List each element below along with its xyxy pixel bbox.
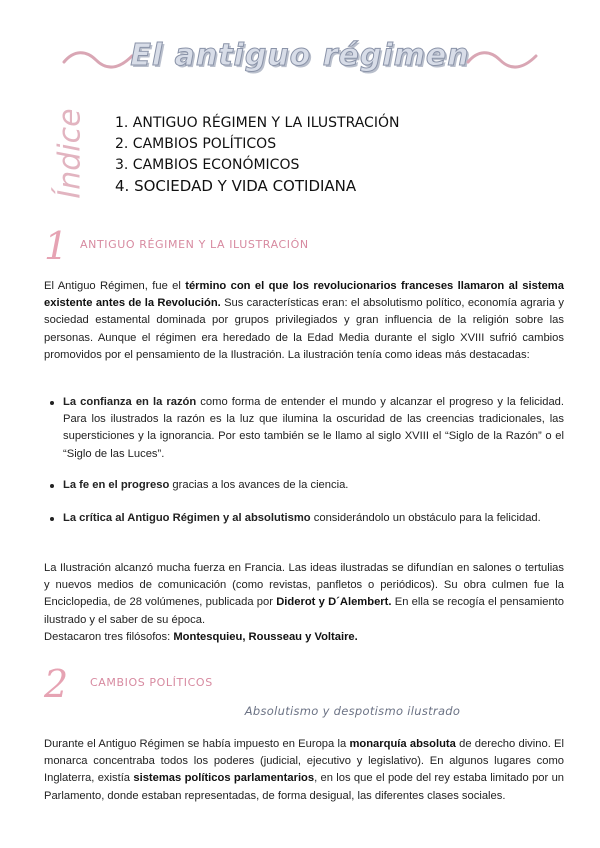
section-1-title: ANTIGUO RÉGIMEN Y LA ILUSTRACIÓN bbox=[80, 238, 309, 251]
section-2-heading bbox=[44, 664, 564, 704]
section-1-heading bbox=[44, 226, 564, 266]
toc-item: 1. ANTIGUO RÉGIMEN Y LA ILUSTRACIÓN bbox=[115, 115, 400, 131]
section-2-paragraph bbox=[44, 736, 564, 805]
ideas-list bbox=[44, 510, 564, 527]
para-bold: monarquía absoluta bbox=[349, 738, 456, 750]
list-item bbox=[44, 394, 564, 463]
intro-bold: término con el que los revolucionarios franceses llamaron al sistema existente antes de la Revolución. bbox=[44, 280, 564, 310]
index-label bbox=[44, 108, 94, 200]
section-1-intro bbox=[44, 278, 564, 364]
title-banner bbox=[0, 38, 600, 82]
list-item-bold: La fe en el progreso bbox=[63, 479, 170, 491]
list-item-bold: La confianza en la razón bbox=[63, 396, 197, 408]
para-text: Durante el Antiguo Régimen se había impuesto en Europa la bbox=[44, 738, 350, 750]
intro-text: El Antiguo Régimen, fue el bbox=[44, 280, 186, 292]
toc-item: 2. CAMBIOS POLÍTICOS bbox=[115, 136, 277, 152]
list-item bbox=[44, 510, 564, 527]
closing-bold-2: Montesquieu, Rousseau y Voltaire. bbox=[173, 630, 358, 643]
para-text-3: , en los que el pode del rey estaba limitado por un Parlamento, donde estaban representadas, de forma desigual, las diferentes clases sociales. bbox=[44, 772, 565, 802]
list-item-bold: La crítica al Antiguo Régimen y al absolutismo bbox=[63, 512, 311, 524]
closing-bold: Diderot y D´Alembert. bbox=[276, 596, 392, 609]
closing-text-2: En ella se recogía el pensamiento ilustrado y el saber de su época. bbox=[44, 596, 564, 626]
table-of-contents bbox=[115, 113, 399, 197]
section-2-title: CAMBIOS POLÍTICOS bbox=[90, 676, 213, 689]
para-text-2: de derecho divino. El monarca concentraba todos los poderes (judicial, ejecutivo y legislativo). En algunos lugares como Inglaterra, existía bbox=[44, 738, 564, 785]
page-title: El antiguo régimen bbox=[130, 38, 470, 73]
section-2-number: 2 bbox=[44, 662, 69, 706]
list-item-text: gracias a los avances de la ciencia. bbox=[169, 479, 349, 491]
list-item bbox=[44, 477, 564, 494]
section-1-closing bbox=[44, 560, 564, 646]
closing-text-3: Destacaron tres filósofos: bbox=[44, 630, 174, 643]
index-label-text: Índice bbox=[52, 108, 88, 199]
ideas-list bbox=[44, 477, 564, 494]
intro-text-2: Sus características eran: el absolutismo político, economía agraria y sociedad estamental dominada por grupos privilegiados y gran influencia de la religión sobre las personas. Aunque el régimen era heredado de la Edad Media durante el siglo XVIII sufrió cambios promovidos por el pensamiento de la Ilustración. La ilustración tenía como ideas más destacadas: bbox=[44, 297, 564, 361]
list-item-text: como forma de entender el mundo y alcanzar el progreso y la felicidad. Para los ilustrados la razón es la luz que ilumina la oscuridad de las creencias tradicionales, las supersticiones y la ignorancia. Por esto también se le llamo al siglo XVIII el “Siglo de la Razón” o el “Siglo de las Luces”. bbox=[63, 396, 564, 460]
ideas-list bbox=[44, 394, 564, 463]
toc-item: 4. SOCIEDAD Y VIDA COTIDIANA bbox=[115, 177, 357, 195]
section-2-subheading: Absolutismo y despotismo ilustrado bbox=[244, 704, 461, 718]
closing-text: La Ilustración alcanzó mucha fuerza en Francia. Las ideas ilustradas se difundían en salones o tertulias y nuevos medios de comunicación (como revistas, panfletos o periódicos). Su obra culmen fue la Enciclopedia, de 28 volúmenes, publicada por bbox=[44, 562, 564, 609]
para-bold-2: sistemas políticos parlamentarios bbox=[133, 772, 315, 785]
swirl-right-decoration bbox=[466, 48, 538, 70]
toc-item: 3. CAMBIOS ECONÓMICOS bbox=[115, 157, 300, 173]
section-1-number: 1 bbox=[44, 224, 69, 268]
list-item-text: considerándolo un obstáculo para la felicidad. bbox=[310, 512, 541, 524]
